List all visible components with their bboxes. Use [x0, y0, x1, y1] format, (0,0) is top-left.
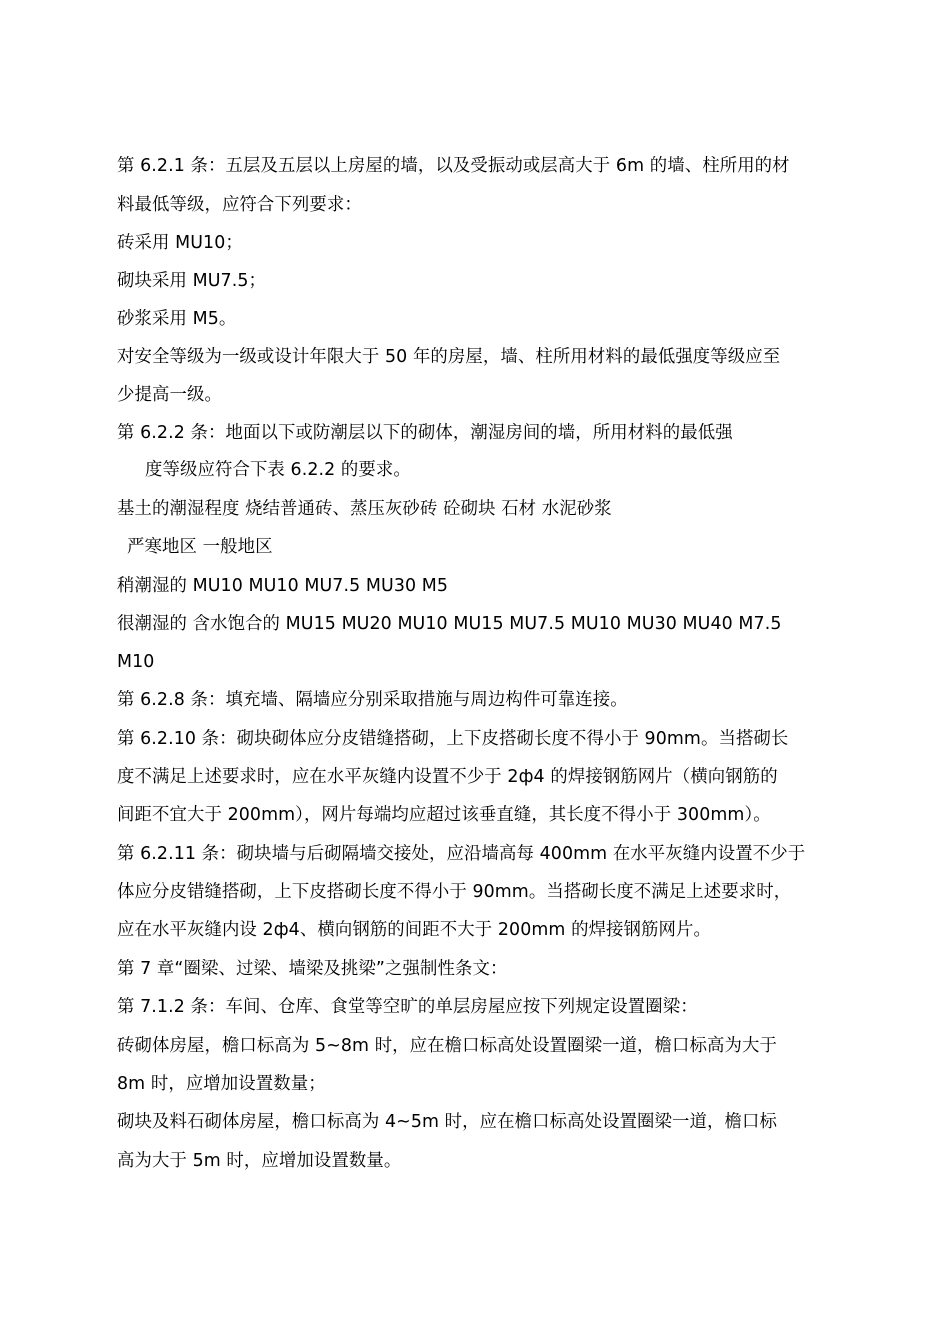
- chapter-7-heading: 第 7 章“圈梁、过梁、墙梁及挑梁”之强制性条文：: [117, 959, 508, 979]
- table-row-very-damp-cont: M10: [117, 652, 155, 672]
- table-row-very-damp: 很潮湿的 含水饱合的 MU15 MU20 MU10 MU15 MU7.5 MU10 MU30 MU40 M7.5: [117, 614, 782, 634]
- safety-grade-line-2: 少提高一级。: [117, 385, 222, 405]
- table-header-row: 基土的潮湿程度 烧结普通砖、蒸压灰砂砖 砼砌块 石材 水泥砂浆: [117, 499, 612, 519]
- block-stone-building-line-1: 砌块及料石砌体房屋，檐口标高为 4~5m 时，应在檐口标高处设置圈梁一道，檐口标: [117, 1112, 777, 1132]
- clause-6-2-8: 第 6.2.8 条：填充墙、隔墙应分别采取措施与周边构件可靠连接。: [117, 690, 628, 710]
- block-requirement: 砌块采用 MU7.5；: [117, 271, 266, 291]
- block-stone-building-line-2: 高为大于 5m 时，应增加设置数量。: [117, 1151, 402, 1171]
- clause-6-2-11-line-1: 第 6.2.11 条：砌块墙与后砌隔墙交接处，应沿墙高每 400mm 在水平灰缝内设置不少于: [117, 844, 806, 864]
- clause-7-1-2: 第 7.1.2 条：车间、仓库、食堂等空旷的单层房屋应按下列规定设置圈梁：: [117, 997, 698, 1017]
- brick-requirement: 砖采用 MU10；: [117, 233, 243, 253]
- mortar-requirement: 砂浆采用 M5。: [117, 309, 237, 329]
- clause-6-2-10-line-3: 间距不宜大于 200mm），网片每端均应超过该垂直缝，其长度不得小于 300mm）。: [117, 805, 771, 825]
- clause-6-2-11-line-3: 应在水平灰缝内设 2ф4、横向钢筋的间距不大于 200mm 的焊接钢筋网片。: [117, 920, 712, 940]
- clause-6-2-2-line-2: 度等级应符合下表 6.2.2 的要求。: [145, 460, 411, 480]
- clause-6-2-1-line-2: 料最低等级，应符合下列要求：: [117, 195, 362, 215]
- table-subheader-row: 严寒地区 一般地区: [127, 537, 273, 557]
- clause-6-2-10-line-2: 度不满足上述要求时，应在水平灰缝内设置不少于 2ф4 的焊接钢筋网片（横向钢筋的: [117, 767, 778, 787]
- brick-building-line-2: 8m 时，应增加设置数量；: [117, 1074, 326, 1094]
- clause-6-2-2-line-1: 第 6.2.2 条：地面以下或防潮层以下的砌体，潮湿房间的墙，所用材料的最低强: [117, 423, 733, 443]
- table-row-slightly-damp: 稍潮湿的 MU10 MU10 MU7.5 MU30 M5: [117, 576, 449, 596]
- safety-grade-line-1: 对安全等级为一级或设计年限大于 50 年的房屋，墙、柱所用材料的最低强度等级应至: [117, 347, 781, 367]
- clause-6-2-11-line-2: 体应分皮错缝搭砌，上下皮搭砌长度不得小于 90mm。当搭砌长度不满足上述要求时，: [117, 882, 792, 902]
- clause-6-2-10-line-1: 第 6.2.10 条：砌块砌体应分皮错缝搭砌，上下皮搭砌长度不得小于 90mm。当搭砌长: [117, 729, 789, 749]
- clause-6-2-1-line-1: 第 6.2.1 条：五层及五层以上房屋的墙，以及受振动或层高大于 6m 的墙、柱所用的材: [117, 156, 790, 176]
- brick-building-line-1: 砖砌体房屋，檐口标高为 5~8m 时，应在檐口标高处设置圈梁一道，檐口标高为大于: [117, 1036, 777, 1056]
